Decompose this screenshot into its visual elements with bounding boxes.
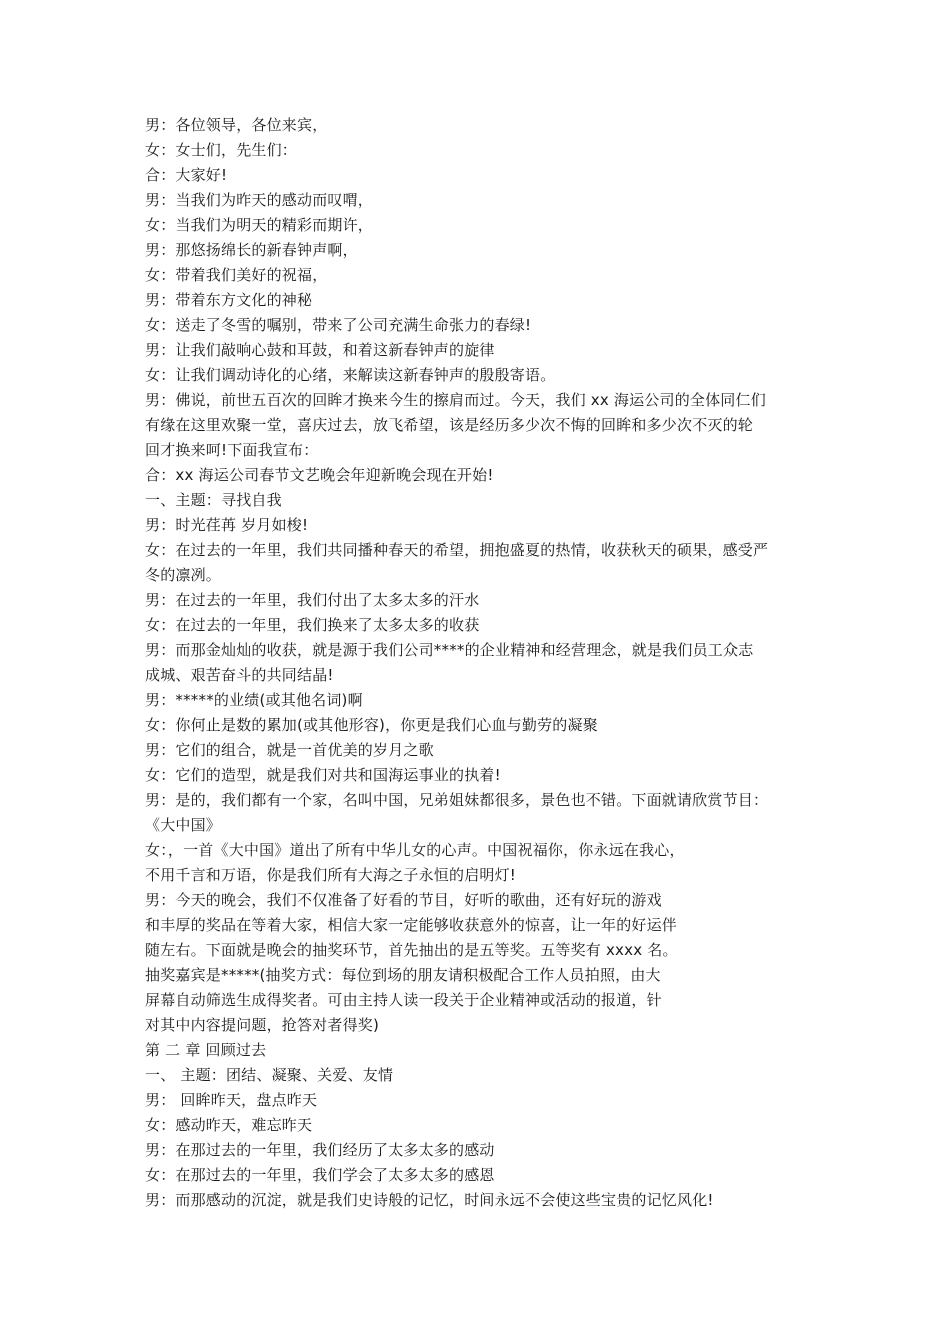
text-line: 女：感动昨天，难忘昨天: [145, 1116, 313, 1134]
text-line: 女：你何止是数的累加(或其他形容)，你更是我们心血与勤劳的凝聚: [145, 716, 598, 734]
text-line: 抽奖嘉宾是*****(抽奖方式：每位到场的朋友请积极配合工作人员拍照，由大: [145, 966, 661, 984]
text-line: 男：佛说，前世五百次的回眸才换来今生的擦肩而过。今天，我们 xx 海运公司的全体同仁们: [145, 391, 766, 409]
text-line: 女：带着我们美好的祝福，: [145, 266, 328, 284]
text-line: 随左右。下面就是晚会的抽奖环节，首先抽出的是五等奖。五等奖有 xxxx 名。: [145, 941, 678, 959]
text-line: 男：而那感动的沉淀，就是我们史诗般的记忆，时间永远不会使这些宝贵的记忆风化!: [145, 1191, 714, 1209]
chapter-heading: 第 二 章 回顾过去: [145, 1041, 267, 1059]
section-heading: 一、主题：寻找自我: [145, 491, 282, 509]
text-line: 女：在那过去的一年里，我们学会了太多太多的感恩: [145, 1166, 495, 1184]
text-line: 男：它们的组合，就是一首优美的岁月之歌: [145, 741, 434, 759]
text-line: 男：在过去的一年里，我们付出了太多太多的汗水: [145, 591, 480, 609]
section-heading: 一、 主题：团结、凝聚、关爱、友情: [145, 1066, 394, 1084]
text-line: 回才换来呵!下面我宣布：: [145, 441, 319, 459]
text-line: 男：在那过去的一年里，我们经历了太多太多的感动: [145, 1141, 495, 1159]
text-line: 男：让我们敲响心鼓和耳鼓，和着这新春钟声的旋律: [145, 341, 495, 359]
text-line: 男：各位领导，各位来宾，: [145, 116, 328, 134]
document-body: [145, 113, 815, 1213]
text-line: 不用千言和万语，你是我们所有大海之子永恒的启明灯!: [145, 866, 517, 884]
text-line: 男：*****的业绩(或其他名词)啊: [145, 691, 363, 709]
text-line: 女：让我们调动诗化的心绪，来解读这新春钟声的殷殷寄语。: [145, 366, 556, 384]
text-line: 男：而那金灿灿的收获，就是源于我们公司****的企业精神和经营理念，就是我们员工众志: [145, 641, 754, 659]
text-line: 女：在过去的一年里，我们换来了太多太多的收获: [145, 616, 480, 634]
text-line: 男：时光荏苒 岁月如梭!: [145, 516, 309, 534]
text-line: 女：在过去的一年里，我们共同播种春天的希望，拥抱盛夏的热情，收获秋天的硕果，感受严: [145, 541, 769, 559]
text-line: 冬的凛冽。: [145, 566, 222, 584]
text-line: 女：，一首《大中国》道出了所有中华儿女的心声。中国祝福你，你永远在我心，: [145, 841, 685, 859]
text-line: 男：今天的晚会，我们不仅准备了好看的节目，好听的歌曲，还有好玩的游戏: [145, 891, 662, 909]
text-line: 成城、艰苦奋斗的共同结晶!: [145, 666, 334, 684]
text-line: 女：女士们，先生们：: [145, 141, 298, 159]
text-line: 有缘在这里欢聚一堂，喜庆过去，放飞希望，该是经历多少次不悔的回眸和多少次不灭的轮: [145, 416, 754, 434]
text-line: 《大中国》: [145, 816, 222, 834]
text-line: 男：带着东方文化的神秘: [145, 291, 313, 309]
text-line: 男： 回眸昨天，盘点昨天: [145, 1091, 318, 1109]
text-line: 和丰厚的奖品在等着大家，相信大家一定能够收获意外的惊喜，让一年的好运伴: [145, 916, 678, 934]
text-line: 对其中内容提问题，抢答对者得奖): [145, 1016, 380, 1034]
text-line: 女：当我们为明天的精彩而期许，: [145, 216, 374, 234]
text-line: 屏幕自动筛选生成得奖者。可由主持人读一段关于企业精神或活动的报道，针: [145, 991, 662, 1009]
text-line: 男：那悠扬绵长的新春钟声啊，: [145, 241, 358, 259]
text-line: 合：xx 海运公司春节文艺晚会年迎新晚会现在开始!: [145, 466, 494, 484]
text-line: 男：是的，我们都有一个家，名叫中国，兄弟姐妹都很多，景色也不错。下面就请欣赏节目：: [145, 791, 769, 809]
text-line: 女：它们的造型，就是我们对共和国海运事业的执着!: [145, 766, 501, 784]
text-line: 合：大家好!: [145, 166, 228, 184]
text-line: 女：送走了冬雪的嘱别，带来了公司充满生命张力的春绿!: [145, 316, 532, 334]
text-line: 男：当我们为昨天的感动而叹喟，: [145, 191, 374, 209]
